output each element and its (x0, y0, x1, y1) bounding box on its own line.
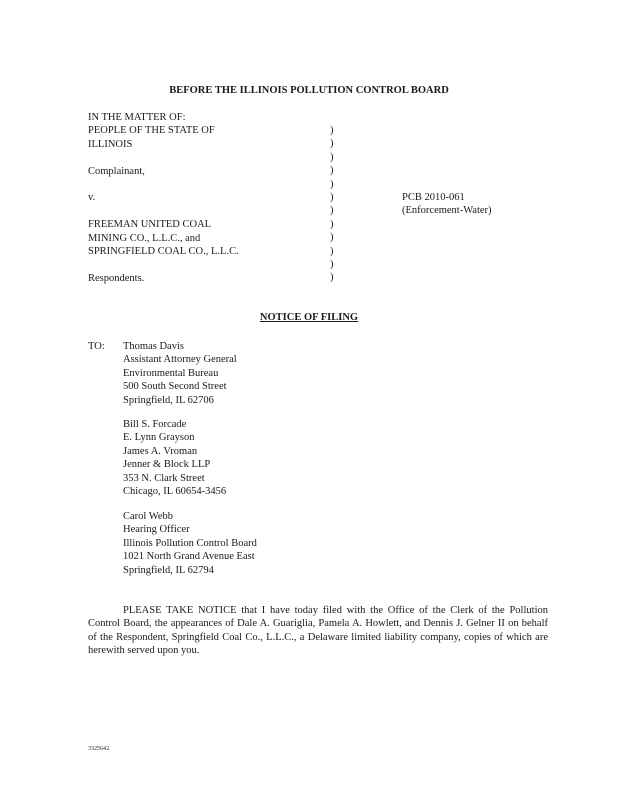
recipient-line: Jenner & Block LLP (123, 459, 211, 471)
recipient-line: Assistant Attorney General (123, 354, 237, 366)
notice-lead: PLEASE TAKE NOTICE (123, 605, 237, 616)
recipient-line: Springfield, IL 62794 (123, 564, 214, 576)
recipient-line: 1021 North Grand Avenue East (123, 551, 255, 563)
recipient-line: Bill S. Forcade (123, 419, 187, 430)
case-number: PCB 2010-061 (402, 192, 465, 203)
respondent-name-line1: FREEMAN UNITED COAL (88, 219, 212, 231)
respondent-name-line3: SPRINGFIELD COAL CO., L.L.C. (88, 245, 239, 257)
notice-title: NOTICE OF FILING (259, 312, 359, 323)
complainant-label: Complainant, (88, 165, 145, 177)
recipient-line: Carol Webb (123, 511, 173, 522)
case-number-block (402, 191, 492, 218)
notice-text: that I have today filed with the Office of the Clerk of the Pollution Control Board, the appearances of Dale A. Guariglia, Pamela A. Howlett, and Dennis J. Gelner II on behalf of the Respondent, Springfield Coal Co., L.L.C., a Delaware limited liability company, copies of which are herewith served upon you. (88, 605, 548, 657)
recipient-line: 500 South Second Street (123, 381, 227, 393)
complainant-name-line1: PEOPLE OF THE STATE OF (88, 125, 215, 137)
recipient-line: James A. Vroman (123, 445, 198, 457)
case-caption-parties (88, 111, 239, 285)
case-type: (Enforcement-Water) (402, 205, 492, 217)
recipient-block-3 (123, 510, 257, 577)
notice-body-paragraph (88, 604, 548, 658)
document-footer-code: 3325642. (88, 746, 111, 752)
caption-parentheses: ) ) ) ) ) ) ) ) ) ) ) ) (330, 125, 334, 284)
recipient-line: Springfield, IL 62706 (123, 394, 214, 406)
document-heading: BEFORE THE ILLINOIS POLLUTION CONTROL BOARD (169, 85, 449, 96)
recipient-line: Thomas Davis (123, 341, 184, 352)
recipient-block-1 (123, 340, 237, 407)
recipient-line: Illinois Pollution Control Board (123, 537, 257, 549)
recipient-line: Chicago, IL 60654-3456 (123, 485, 227, 497)
matter-of-label: IN THE MATTER OF: (88, 112, 186, 123)
recipient-line: Environmental Bureau (123, 367, 219, 379)
versus-label: v. (88, 192, 96, 204)
to-label: TO: (88, 341, 105, 352)
respondents-label: Respondents. (88, 272, 145, 284)
complainant-name-line2: ILLINOIS (88, 138, 133, 150)
recipient-line: E. Lynn Grayson (123, 432, 195, 444)
recipient-block-2 (123, 418, 226, 498)
recipient-line: 353 N. Clark Street (123, 472, 205, 484)
respondent-name-line2: MINING CO., L.L.C., and (88, 232, 201, 244)
recipient-line: Hearing Officer (123, 524, 190, 536)
